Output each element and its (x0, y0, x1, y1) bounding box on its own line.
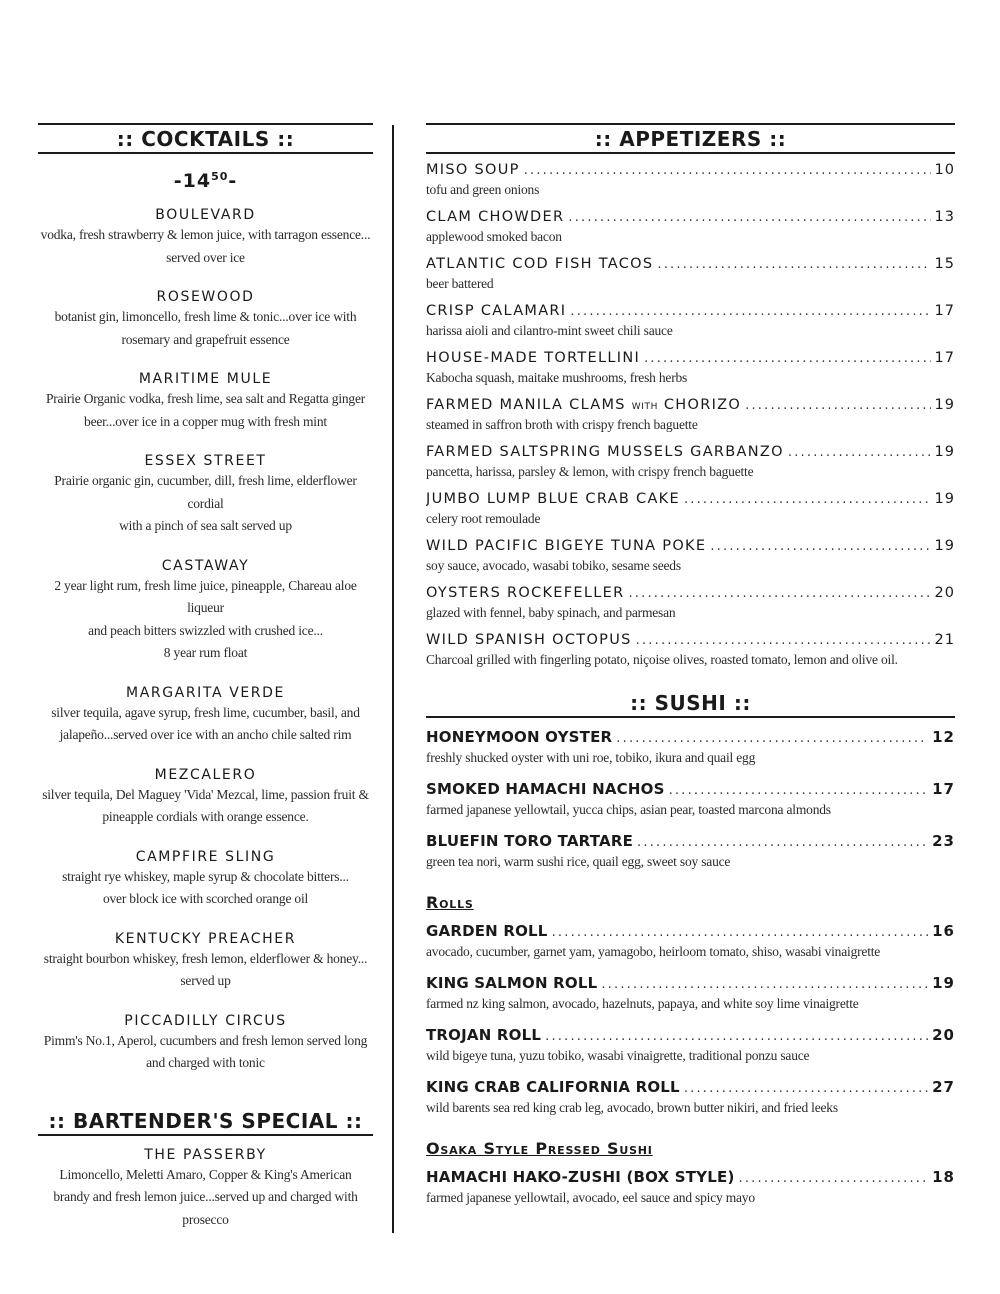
cocktail-desc: straight bourbon whiskey, fresh lemon, elderflower & honey... (43, 950, 368, 966)
cocktail-desc: silver tequila, Del Maguey 'Vida' Mezcal, lime, passion fruit & (42, 786, 369, 802)
menu-item-price: 27 (932, 1078, 955, 1096)
sushi-heading: :: SUSHI :: (426, 691, 955, 718)
menu-item-price: 10 (934, 162, 955, 178)
menu-item-name (426, 397, 741, 413)
menu-item-price: 13 (934, 209, 955, 225)
menu-item-row (426, 491, 955, 507)
pressed-sushi-heading: Osaka Style Pressed Sushi (426, 1139, 653, 1158)
menu-item-name: KING SALMON ROLL (426, 974, 598, 992)
menu-item-desc: tofu and green onions (426, 182, 540, 197)
name-part-with: with (631, 398, 658, 413)
menu-item-row (426, 832, 955, 850)
menu-item (426, 444, 955, 481)
cocktail-item (38, 1012, 373, 1075)
menu-item-price: 19 (934, 397, 955, 413)
menu-item-desc: harissa aioli and cilantro-mint sweet chili sauce (426, 323, 673, 338)
menu-item-name: OYSTERS ROCKEFELLER (426, 585, 625, 601)
menu-item-name: HONEYMOON OYSTER (426, 728, 613, 746)
dot-leader (745, 398, 930, 413)
menu-item (426, 974, 955, 1013)
cocktail-item (38, 848, 373, 911)
menu-item-desc: freshly shucked oyster with uni roe, tobiko, ikura and quail egg (426, 750, 756, 765)
menu-item (426, 832, 955, 871)
dot-leader (644, 351, 930, 366)
column-divider (392, 125, 394, 1233)
menu-item-name: WILD SPANISH OCTOPUS (426, 632, 632, 648)
cocktail-desc: jalapeño...served over ice with an ancho chile salted rim (59, 727, 352, 742)
dot-leader (570, 304, 930, 319)
cocktail-desc: botanist gin, limoncello, fresh lime & tonic...over ice with (54, 309, 357, 324)
menu-item-desc: green tea nori, warm sushi rice, quail egg, sweet soy sauce (426, 854, 731, 869)
menu-item (426, 162, 955, 199)
cocktail-desc: Pimm's No.1, Aperol, cucumbers and fresh lemon served long (43, 1032, 368, 1048)
cocktail-item (38, 930, 373, 993)
dot-leader (788, 445, 931, 460)
menu-item-desc: avocado, cucumber, garnet yam, yamagobo, heirloom tomato, shiso, wasabi vinaigrette (426, 944, 881, 959)
menu-item (426, 303, 955, 340)
cocktail-name: BOULEVARD (155, 207, 256, 223)
cocktail-name: KENTUCKY PREACHER (114, 930, 297, 947)
menu-item (426, 209, 955, 246)
cocktail-desc: straight rye whiskey, maple syrup & chocolate bitters... (62, 868, 349, 884)
menu-item-price: 15 (934, 256, 955, 272)
menu-item-price: 12 (932, 728, 955, 746)
cocktail-desc: silver tequila, agave syrup, fresh lime, cucumber, basil, and (51, 704, 360, 720)
menu-item-price: 18 (932, 1168, 955, 1186)
cocktail-name: MEZCALERO (154, 766, 257, 783)
dot-leader (524, 163, 931, 178)
cocktail-desc: beer...over ice in a copper mug with fresh mint (84, 413, 327, 429)
menu-item (426, 780, 955, 819)
menu-item-name: CLAM CHOWDER (426, 209, 565, 225)
cocktail-price (38, 170, 373, 192)
menu-item-price: 21 (934, 632, 955, 648)
menu-item-row (426, 922, 955, 940)
menu-item-name: MISO SOUP (426, 162, 520, 178)
cocktails-heading: :: COCKTAILS :: (38, 123, 373, 154)
menu-item-row (426, 585, 955, 601)
menu-item (426, 585, 955, 622)
cocktail-desc: served up (180, 973, 231, 988)
menu-item-row (426, 974, 955, 992)
cocktail-item (38, 452, 373, 538)
cocktail-desc: with a pinch of sea salt served up (119, 518, 292, 533)
menu-item-row (426, 350, 955, 366)
dot-leader (684, 1081, 928, 1096)
cocktail-desc: pineapple cordials with orange essence. (102, 809, 309, 824)
special-desc: brandy and fresh lemon juice...served up and charged with (53, 1189, 358, 1204)
menu-item-price: 17 (934, 350, 955, 366)
menu-item (426, 1026, 955, 1065)
menu-item-desc: beer battered (426, 276, 494, 291)
menu-item-row (426, 397, 955, 413)
appetizers-heading: :: APPETIZERS :: (426, 123, 955, 154)
dot-leader (657, 257, 930, 272)
cocktail-name: MARITIME MULE (138, 371, 273, 387)
cocktail-name: CASTAWAY (161, 557, 250, 574)
dot-leader (684, 492, 931, 507)
menu-item (426, 922, 955, 961)
menu-item-row (426, 303, 955, 319)
menu-item-row (426, 256, 955, 272)
menu-item-desc: steamed in saffron broth with crispy french baguette (426, 417, 698, 432)
menu-item-desc: celery root remoulade (426, 511, 541, 526)
menu-item-row (426, 444, 955, 460)
menu-item (426, 632, 955, 669)
sushi-list (426, 728, 955, 871)
menu-item-price: 16 (932, 922, 955, 940)
cocktail-name: MARGARITA VERDE (126, 684, 285, 701)
cocktail-desc: 2 year light rum, fresh lime juice, pineapple, Chareau aloe liqueur (54, 577, 357, 615)
menu-item-price: 19 (934, 491, 955, 507)
menu-item-desc: wild barents sea red king crab leg, avocado, brown butter nikiri, and fried leeks (426, 1100, 838, 1115)
menu-item (426, 728, 955, 767)
menu-item-price: 19 (932, 974, 955, 992)
cocktail-name: ROSEWOOD (156, 289, 255, 305)
menu-item-name: BLUEFIN TORO TARTARE (426, 832, 634, 850)
dot-leader (545, 1029, 928, 1044)
name-part: FARMED MANILA CLAMS (426, 397, 632, 413)
cocktail-item (38, 288, 373, 351)
cocktails-column (38, 123, 373, 1231)
menu-item-row (426, 1026, 955, 1044)
dot-leader (628, 586, 930, 601)
cocktail-desc: and charged with tonic (146, 1055, 265, 1070)
appetizers-list (426, 162, 955, 669)
menu-item-row (426, 780, 955, 798)
menu-item-price: 19 (934, 444, 955, 460)
menu-item-desc: glazed with fennel, baby spinach, and parmesan (426, 605, 676, 620)
menu-item-name: GARDEN ROLL (426, 922, 548, 940)
cocktail-desc: rosemary and grapefruit essence (121, 331, 290, 347)
dot-leader (636, 633, 931, 648)
menu-item (426, 256, 955, 293)
menu-item-row (426, 209, 955, 225)
menu-item (426, 1168, 955, 1207)
menu-item-name: TROJAN ROLL (426, 1026, 542, 1044)
dot-leader (568, 210, 930, 225)
price-tail: - (228, 170, 238, 192)
menu-item-price: 20 (934, 585, 955, 601)
menu-item-desc: Kabocha squash, maitake mushrooms, fresh herbs (426, 370, 688, 385)
menu-item-price: 17 (934, 303, 955, 319)
menu-item-desc: soy sauce, avocado, wasabi tobiko, sesame seeds (426, 558, 681, 573)
menu-item-desc: Charcoal grilled with fingerling potato, niçoise olives, roasted tomato, lemon and olive oil. (426, 652, 898, 667)
price-cents: 50 (211, 170, 229, 183)
menu-item-name: ATLANTIC COD FISH TACOS (426, 256, 654, 272)
menu-item-row (426, 632, 955, 648)
cocktail-item (38, 557, 373, 665)
bartenders-special-heading: :: BARTENDER'S SPECIAL :: (38, 1109, 373, 1136)
menu-item-price: 19 (934, 538, 955, 554)
menu-item-name: SMOKED HAMACHI NACHOS (426, 780, 665, 798)
name-part: CHORIZO (657, 397, 742, 413)
menu-item-row (426, 538, 955, 554)
special-item (38, 1146, 373, 1232)
dot-leader (669, 783, 929, 798)
dot-leader (616, 731, 928, 746)
menu-item-row (426, 728, 955, 746)
cocktail-item (38, 766, 373, 829)
menu-item-name: HOUSE-MADE TORTELLINI (426, 350, 641, 366)
menu-item-name: FARMED SALTSPRING MUSSELS GARBANZO (426, 444, 784, 460)
menu-item-desc: wild bigeye tuna, yuzu tobiko, wasabi vinaigrette, traditional ponzu sauce (426, 1048, 810, 1063)
menu-item-name: KING CRAB CALIFORNIA ROLL (426, 1078, 680, 1096)
menu-item-row (426, 162, 955, 178)
dot-leader (601, 977, 928, 992)
food-column (426, 123, 955, 1207)
menu-item (426, 1078, 955, 1117)
cocktail-item (38, 370, 373, 433)
menu-item-row (426, 1168, 955, 1186)
rolls-list (426, 922, 955, 1117)
rolls-heading: Rolls (426, 893, 474, 912)
dot-leader (552, 925, 929, 940)
menu-item-desc: farmed japanese yellowtail, avocado, eel sauce and spicy mayo (426, 1190, 755, 1205)
menu-item-price: 17 (932, 780, 955, 798)
dot-leader (739, 1171, 929, 1186)
cocktail-item (38, 684, 373, 747)
cocktail-desc: vodka, fresh strawberry & lemon juice, with tarragon essence... (40, 227, 371, 242)
menu-item-desc: applewood smoked bacon (426, 229, 562, 244)
menu-item-desc: farmed nz king salmon, avocado, hazelnuts, papaya, and white soy lime vinaigrette (426, 996, 859, 1011)
cocktail-desc: Prairie organic gin, cucumber, dill, fresh lime, elderflower cordial (54, 473, 357, 511)
pressed-sushi-list (426, 1168, 955, 1207)
menu-item (426, 538, 955, 575)
cocktail-desc: 8 year rum float (163, 645, 248, 660)
menu-item (426, 491, 955, 528)
dot-leader (637, 835, 928, 850)
cocktail-name: PICCADILLY CIRCUS (124, 1012, 287, 1029)
menu-item (426, 397, 955, 434)
cocktail-item (38, 206, 373, 269)
cocktail-desc: and peach bitters swizzled with crushed ice... (88, 622, 323, 638)
menu-item-desc: pancetta, harissa, parsley & lemon, with crispy french baguette (426, 464, 754, 479)
menu-item-price: 23 (932, 832, 955, 850)
cocktail-name: CAMPFIRE SLING (135, 848, 276, 865)
menu-item-name: JUMBO LUMP BLUE CRAB CAKE (426, 491, 680, 507)
special-name: THE PASSERBY (144, 1146, 267, 1163)
price-main: -14 (173, 170, 212, 192)
menu-item-name: WILD PACIFIC BIGEYE TUNA POKE (426, 538, 707, 554)
cocktail-name: ESSEX STREET (144, 453, 267, 469)
cocktail-desc: Prairie Organic vodka, fresh lime, sea salt and Regatta ginger (45, 391, 366, 406)
menu-item-name: CRISP CALAMARI (426, 303, 567, 319)
special-desc: prosecco (182, 1211, 229, 1227)
menu-item-row (426, 1078, 955, 1096)
special-desc: Limoncello, Meletti Amaro, Copper & King's American (59, 1166, 352, 1182)
menu-item-desc: farmed japanese yellowtail, yucca chips, asian pear, toasted marcona almonds (426, 802, 831, 817)
menu-item-name: HAMACHI HAKO-ZUSHI (BOX STYLE) (426, 1168, 735, 1186)
menu-item (426, 350, 955, 387)
menu-item-price: 20 (932, 1026, 955, 1044)
cocktail-desc: over block ice with scorched orange oil (102, 891, 309, 906)
cocktail-desc: served over ice (166, 249, 245, 265)
dot-leader (710, 539, 930, 554)
